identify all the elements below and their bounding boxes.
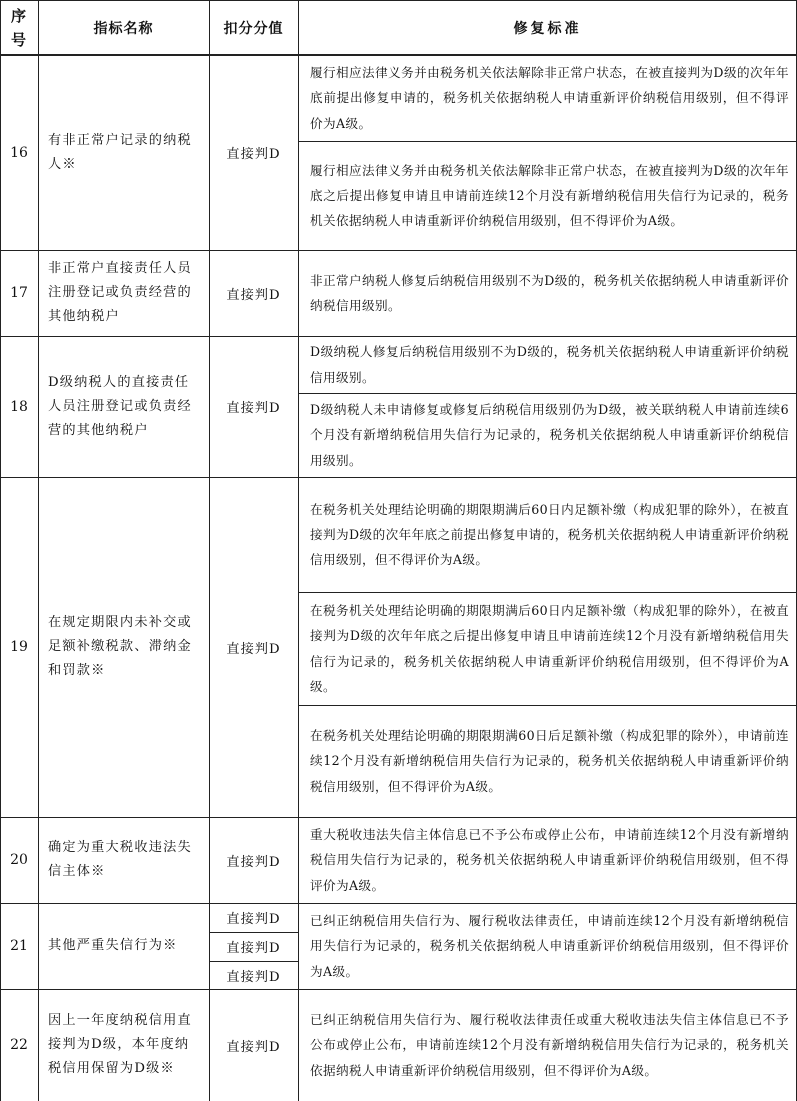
row-17-score: 直接判D bbox=[226, 287, 281, 303]
row-divider-20-21 bbox=[0, 903, 797, 904]
row-21-score-3: 直接判D bbox=[226, 969, 281, 985]
row-divider-17-18 bbox=[0, 336, 797, 337]
row-18-standard-1: D级纳税人修复后纳税信用级别不为D级的，税务机关依据纳税人申请重新评价纳税信用级别。 bbox=[310, 344, 789, 385]
row-21-score-2: 直接判D bbox=[226, 941, 281, 956]
row-19-number: 19 bbox=[10, 639, 28, 655]
row-16-number: 16 bbox=[10, 144, 28, 161]
row-17-standard-1: 非正常户纳税人修复后纳税信用级别不为D级的，税务机关依据纳税人申请重新评价纳税信用级别。 bbox=[310, 272, 789, 313]
row-20-name: 确定为重大税收违法失信主体※ bbox=[48, 840, 192, 879]
row-18-number: 18 bbox=[10, 398, 28, 415]
row-17-name: 非正常户直接责任人员注册登记或负责经营的其他纳税户 bbox=[48, 261, 192, 324]
row-20-score: 直接判D bbox=[226, 854, 281, 870]
row-19-standard-divider-2 bbox=[298, 705, 797, 706]
row-19-standard-2: 在税务机关处理结论明确的期限期满后60日内足额补缴（构成犯罪的除外），在被直接判为D级的次年年底之后提出修复申请且申请前连续12个月没有新增纳税信用失信行为记录的，税务机关依据纳税人申请重新评价纳税信用级别，但不得评价为A级。 bbox=[310, 603, 789, 694]
header-seq-bottom: 号 bbox=[10, 30, 27, 49]
row-divider-16-17 bbox=[0, 250, 797, 251]
row-19-standard-3: 在税务机关处理结论明确的期限期满60日后足额补缴（构成犯罪的除外），申请前连续12个月没有新增纳税信用失信行为记录的，税务机关依据纳税人申请重新评价纳税信用级别，但不得评价为A级。 bbox=[310, 728, 789, 794]
row-16-standard-1: 履行相应法律义务并由税务机关依法解除非正常户状态，在被直接判为D级的次年年底前提出修复申请的，税务机关依据纳税人申请重新评价纳税信用级别，但不得评价为A级。 bbox=[310, 65, 789, 131]
row-16-name: 有非正常户记录的纳税人※ bbox=[48, 132, 192, 172]
row-16-standard-divider bbox=[298, 141, 797, 142]
row-22-score: 直接判D bbox=[226, 1039, 281, 1055]
row-21-score-divider-2 bbox=[209, 961, 298, 962]
header-deduction-score: 扣分分值 bbox=[223, 20, 284, 37]
column-divider-3 bbox=[298, 0, 299, 1101]
row-21-standard-1: 已纠正纳税信用失信行为、履行税收法律责任，申请前连续12个月没有新增纳税信用失信行为记录的，税务机关依据纳税人申请重新评价纳税信用级别，但不得评价为A级。 bbox=[310, 913, 789, 979]
header-seq bbox=[0, 0, 38, 55]
row-18-score: 直接判D bbox=[226, 401, 281, 416]
row-21-name: 其他严重失信行为※ bbox=[48, 938, 178, 953]
row-divider-18-19 bbox=[0, 477, 797, 478]
row-18-standard-divider bbox=[298, 393, 797, 394]
row-19-standard-divider-1 bbox=[298, 592, 797, 593]
row-20-standard-1: 重大税收违法失信主体信息已不予公布或停止公布，申请前连续12个月没有新增纳税信用失信行为记录的，税务机关依据纳税人申请重新评价纳税信用级别，但不得评价为A级。 bbox=[310, 827, 789, 893]
row-19-name: 在规定期限内未补交或足额补缴税款、滞纳金和罚款※ bbox=[48, 615, 192, 678]
table-border-left bbox=[0, 0, 1, 1101]
row-19-score: 直接判D bbox=[226, 641, 281, 657]
header-indicator-name: 指标名称 bbox=[93, 20, 154, 37]
row-21-number: 21 bbox=[10, 938, 28, 954]
row-divider-21-22 bbox=[0, 989, 797, 990]
row-19-standard-1: 在税务机关处理结论明确的期限期满后60日内足额补缴（构成犯罪的除外），在被直接判为D级的次年年底之前提出修复申请的，税务机关依据纳税人申请重新评价纳税信用级别，但不得评价为A级。 bbox=[310, 501, 789, 568]
row-22-name: 因上一年度纳税信用直接判为D级，本年度纳税信用保留为D级※ bbox=[48, 1013, 192, 1076]
header-seq-top: 序 bbox=[10, 6, 27, 25]
row-16-score: 直接判D bbox=[226, 147, 281, 162]
row-16-standard-2: 履行相应法律义务并由税务机关依法解除非正常户状态，在被直接判为D级的次年年底之后提出修复申请且申请前连续12个月没有新增纳税信用失信行为记录的，税务机关依据纳税人申请重新评价纳税信用级别，但不得评价为A级。 bbox=[310, 162, 789, 229]
row-20-number: 20 bbox=[10, 852, 28, 868]
header-repair-standard: 修复标准 bbox=[513, 20, 582, 37]
table-border-top bbox=[0, 0, 797, 1]
row-18-standard-2: D级纳税人未申请修复或修复后纳税信用级别仍为D级，被关联纳税人申请前连续6个月没有新增纳税信用失信行为记录的，税务机关依据纳税人申请重新评价纳税信用级别。 bbox=[310, 402, 789, 468]
column-divider-2 bbox=[209, 0, 210, 1101]
row-divider-19-20 bbox=[0, 817, 797, 818]
row-21-score-divider-1 bbox=[209, 932, 298, 933]
header-bottom-rule bbox=[0, 54, 797, 56]
column-divider-1 bbox=[38, 0, 39, 1101]
row-18-name: D级纳税人的直接责任人员注册登记或负责经营的其他纳税户 bbox=[48, 374, 192, 438]
row-22-standard-1: 已纠正纳税信用失信行为、履行税收法律责任或重大税收违法失信主体信息已不予公布或停止公布，申请前连续12个月没有新增纳税信用失信行为记录的，税务机关依据纳税人申请重新评价纳税信用级别，但不得评价为A级。 bbox=[310, 1012, 789, 1078]
row-22-number: 22 bbox=[10, 1037, 28, 1053]
row-17-number: 17 bbox=[10, 285, 28, 301]
row-21-score-1: 直接判D bbox=[226, 912, 281, 927]
